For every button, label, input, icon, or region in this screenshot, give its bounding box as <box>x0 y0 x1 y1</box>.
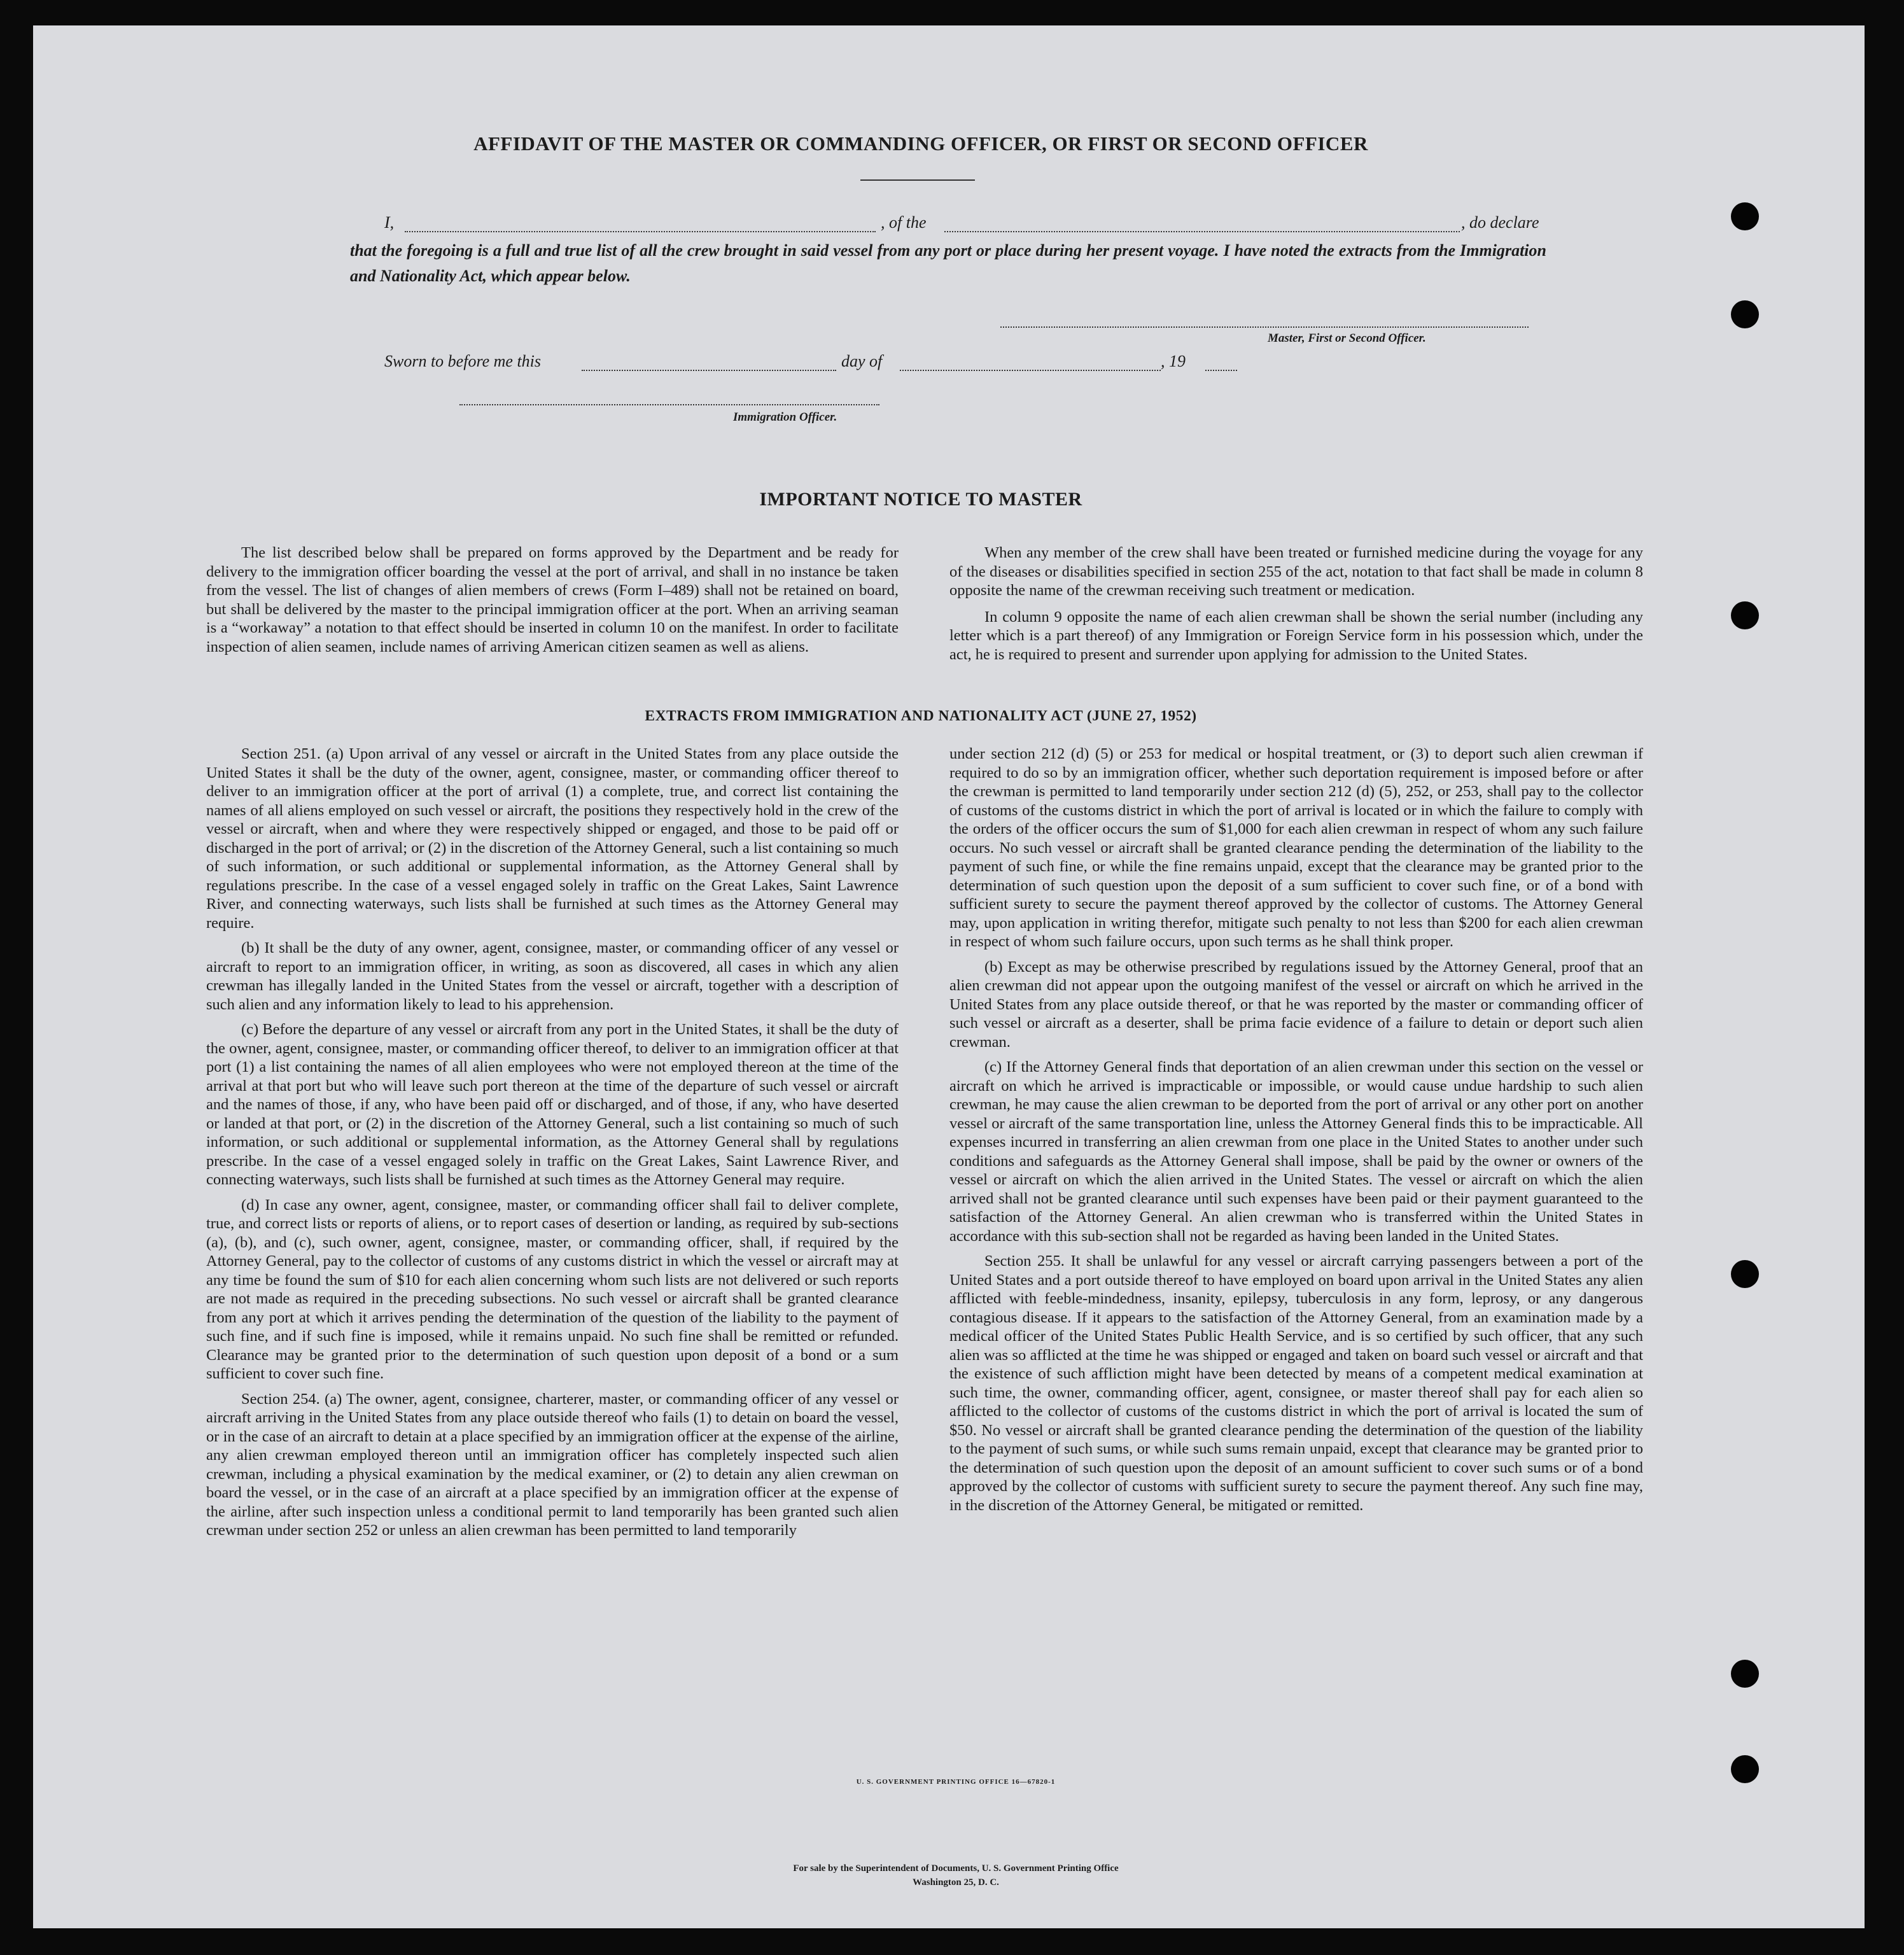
printing-office-imprint: U. S. GOVERNMENT PRINTING OFFICE 16—67820-1 <box>856 1778 1056 1786</box>
extracts-right-column <box>949 745 1643 1521</box>
officer-signature-line[interactable] <box>459 404 879 405</box>
notice-right-paragraph: When any member of the crew shall have been treated or furnished medicine during the voyage for any of the diseases or disabilities specified in section 255 of the act, notation to that fact shall be made in column 8 opposite the name of the crewman receiving such treatment or medication. <box>949 544 1643 599</box>
punch-hole <box>1731 300 1759 328</box>
extracts-title: EXTRACTS FROM IMMIGRATION AND NATIONALITY ACT (JUNE 27, 1952) <box>645 708 1197 724</box>
notice-right <box>949 543 1643 671</box>
i-label: I, <box>384 213 395 232</box>
name-field[interactable] <box>405 231 876 232</box>
section-paragraph: (b) Except as may be otherwise prescribed by regulations issued by the Attorney General, proof that an alien crewman did not appear upon the outgoing manifest of the vessel or aircraft on which he arrived in the United States from any place outside thereof, or that he was reported by the master or commanding officer of such vessel or aircraft as a deserter, shall be prima facie evidence of a failure to detain or deport such alien crewman. <box>949 958 1643 1051</box>
declarant-line <box>384 213 1549 236</box>
notice-title: IMPORTANT NOTICE TO MASTER <box>759 489 1082 510</box>
section-paragraph: (b) It shall be the duty of any owner, agent, consignee, master, or commanding officer of any vessel or aircraft to report to an immigration officer, in writing, as soon as discovered, all cases in which any alien crewman has illegally landed in the United States from the vessel or aircraft, together with a description of such alien and any information likely to lead to his apprehension. <box>206 939 899 1013</box>
section-paragraph: (d) In case any owner, agent, consignee, master, or commanding officer shall fail to deliver complete, true, and correct lists or reports of aliens, or to report cases of desertion or landing, as required by sub-sections (a), (b), and (c), such owner, agent, consignee, master, or commanding officer, shall, if required by the Attorney General, pay to the collector of customs of any customs district in which the vessel or aircraft may at any time be found the sum of $10 for each alien concerning whom such lists are not delivered or such reports are not made as required in the preceding subsections. No such vessel or aircraft shall be granted clearance from any port at which it arrives pending the determination of the question of the liability to the payment of such fine, and if such fine is imposed, while it remains unpaid. No such fine shall be remitted or refunded. Clearance may be granted prior to the determination of such question upon deposit of a bond or a sum sufficient to cover such fine. <box>206 1196 899 1382</box>
punch-hole <box>1731 1755 1759 1783</box>
do-declare-label: , do declare <box>1461 213 1539 232</box>
document-page <box>33 25 1865 1928</box>
notice-left <box>206 543 899 664</box>
affidavit-body: that the foregoing is a full and true list of all the crew brought in said vessel from any port or place during her present voyage. I have noted the extracts from the Immigration and Nationality Act, which appear below. <box>350 241 1546 285</box>
section-paragraph: under section 212 (d) (5) or 253 for medical or hospital treatment, or (3) to deport such alien crewman if required to do so by an immigration officer, whether such deportation requirement is imposed before or after the crewman is permitted to land temporarily under section 212 (d) (5), 252, or 253, shall pay to the collector of customs of the customs district in which the port of arrival is located or in which the failure to comply with the orders of the officer occurs the sum of $1,000 for each alien crewman in respect of whom any such failure occurs. No such vessel or aircraft shall be granted clearance pending the determination of the liability to the payment of such fine, or while the fine remains unpaid, except that the clearance may be granted prior to the determination of such question upon the deposit of a sum sufficient to cover such fine, or of a bond with sufficient surety to secure the payment thereof approved by the collector of customs. The Attorney General may, upon application in writing therefor, mitigate such penalty to not less than $200 for each alien crewman in respect of whom such failure occurs, upon such terms as he shall think proper. <box>949 745 1643 950</box>
of-the-label: , of the <box>881 213 927 232</box>
notice-right-paragraph: In column 9 opposite the name of each alien crewman shall be shown the serial number (including any letter which is a part thereof) of any Immigration or Foreign Service form in his possession which, under the act, he is required to present and surrender upon applying for admission to the United States. <box>949 608 1643 663</box>
extracts-left-column <box>206 745 899 1546</box>
punch-hole <box>1731 1660 1759 1688</box>
section-paragraph: (c) If the Attorney General finds that deportation of an alien crewman under this section on the vessel or aircraft on which he arrived is impracticable or impossible, or would cause undue hardship to such alien crewman, he may cause the alien crewman to be deported from the port of arrival or any other port on another vessel or aircraft of the same transportation line, unless the Attorney General finds this to be impracticable. All expenses incurred in transferring an alien crewman from one place in the United States to another under such conditions and safeguards as the Attorney General shall impose, shall be paid by the owner or owners of the vessel or aircraft on which the alien arrived in the United States. The vessel or aircraft on which the alien arrived shall not be granted clearance until such expenses have been paid or their payment guaranteed to the satisfaction of the Attorney General. An alien crewman who is transferred within the United States in accordance with this sub-section shall not be regarded as having been landed in the United States. <box>949 1058 1643 1245</box>
master-signature-line[interactable] <box>1000 326 1529 328</box>
sale-notice-line-1: For sale by the Superintendent of Documents, U. S. Government Printing Office <box>793 1863 1119 1874</box>
day-of-label: day of <box>841 352 883 370</box>
punch-hole <box>1731 601 1759 629</box>
title-rule <box>860 179 975 181</box>
master-caption: Master, First or Second Officer. <box>1268 332 1426 345</box>
section-paragraph: Section 254. (a) The owner, agent, consignee, charterer, master, or commanding officer of any vessel or aircraft arriving in the United States from any place outside thereof who fails (1) to detain on board the vessel, or in the case of an aircraft to detain at a place specified by an immigration officer at the expense of the airline, any alien crewman employed thereon until an immigration officer has completely inspected such alien crewman, including a physical examination by the medical examiner, or (2) to detain any alien crewman on board the vessel, or in the case of an aircraft at a place specified by an immigration officer at the expense of the airline, after such inspection unless a conditional permit to land temporarily has been granted such alien crewman under section 252 or unless an alien crewman has been permitted to land temporarily <box>206 1390 899 1539</box>
punch-hole <box>1731 1260 1759 1288</box>
sale-notice-line-2: Washington 25, D. C. <box>913 1877 999 1888</box>
punch-hole <box>1731 202 1759 230</box>
sworn-line <box>384 352 1275 375</box>
notice-left-paragraph: The list described below shall be prepared on forms approved by the Department and be ready for delivery to the immigration officer boarding the vessel at the port of arrival, and shall in no instance be taken from the vessel. The list of changes of alien members of crews (Form I–489) shall not be retained on board, but shall be delivered by the master to the principal immigration officer at the port. When an arriving seaman is a “workaway” a notation to that effect should be inserted in column 10 on the manifest. In order to facilitate inspection of alien seamen, include names of arriving American citizen seamen as well as aliens. <box>206 544 899 655</box>
sworn-label: Sworn to before me this <box>384 352 542 370</box>
sworn-month-field[interactable] <box>900 370 1161 371</box>
section-paragraph: Section 255. It shall be unlawful for any vessel or aircraft carrying passengers between a port of the United States and a port outside thereof to have employed on board upon arrival in the United States any alien afflicted with feeble-mindedness, insanity, epilepsy, tuberculosis in any form, leprosy, or any dangerous contagious disease. If it appears to the satisfaction of the Attorney General, from an examination made by a medical officer of the United States Public Health Service, and is so certified by such officer, that any such alien was so afflicted at the time he was shipped or engaged and taken on board such vessel or aircraft and that the existence of such affliction might have been detected by means of a competent medical examination at such time, the owner, commanding officer, agent, consignee, or master thereof shall pay for each alien so afflicted to the collector of customs of the customs district in which the port of arrival is located the sum of $50. No vessel or aircraft shall be granted clearance pending the determination of the question of the liability to the payment of such sums, or while such sums remain unpaid, except that clearance may be granted prior to the determination of such question upon the deposit of an amount sufficient to cover such sums or of a bond approved by the collector of customs with sufficient surety to secure the payment thereof. Any such fine may, in the discretion of the Attorney General, be mitigated or remitted. <box>949 1252 1643 1514</box>
year-label: , 19 <box>1161 352 1186 370</box>
section-paragraph: (c) Before the departure of any vessel or aircraft from any port in the United States, it shall be the duty of the owner, agent, consignee, master, or commanding officer thereof, to deliver to an immigration officer at that port (1) a list containing the names of all alien employees who were not employed thereon at the time of the arrival at that port but who will leave such port thereon at the time of the departure of such vessel or aircraft and the names of those, if any, who have been paid off or discharged, and of those, if any, who have deserted or landed at that port, or (2) in the discretion of the Attorney General, such a list containing so much of such information, or such additional or supplemental information, as the Attorney General shall by regulations prescribe. In the case of a vessel engaged solely in traffic on the Great Lakes, Saint Lawrence River, and connecting waterways, such lists shall be furnished at such times as the Attorney General may require. <box>206 1021 899 1188</box>
sworn-day-field[interactable] <box>582 370 836 371</box>
affidavit-title: AFFIDAVIT OF THE MASTER OR COMMANDING OFFICER, OR FIRST OR SECOND OFFICER <box>473 132 1368 155</box>
section-paragraph: Section 251. (a) Upon arrival of any vessel or aircraft in the United States from any place outside the United States it shall be the duty of the owner, agent, consignee, master, or commanding officer thereof to deliver to an immigration officer at the port of arrival (1) a complete, true, and correct list containing the names of all aliens employed on such vessel or aircraft, the positions they respectively hold in the crew of the vessel or aircraft, when and where they were respectively shipped or engaged, and those to be paid off or discharged in the port of arrival; or (2) in the discretion of the Attorney General, such a list containing so much of such information, or such additional or supplemental information, as the Attorney General shall by regulations prescribe. In the case of a vessel engaged solely in traffic on the Great Lakes, Saint Lawrence River, and connecting waterways, such lists shall be furnished at such times as the Attorney General may require. <box>206 745 899 932</box>
vessel-field[interactable] <box>944 231 1460 232</box>
officer-caption: Immigration Officer. <box>733 410 837 424</box>
sworn-year-field[interactable] <box>1205 370 1237 371</box>
